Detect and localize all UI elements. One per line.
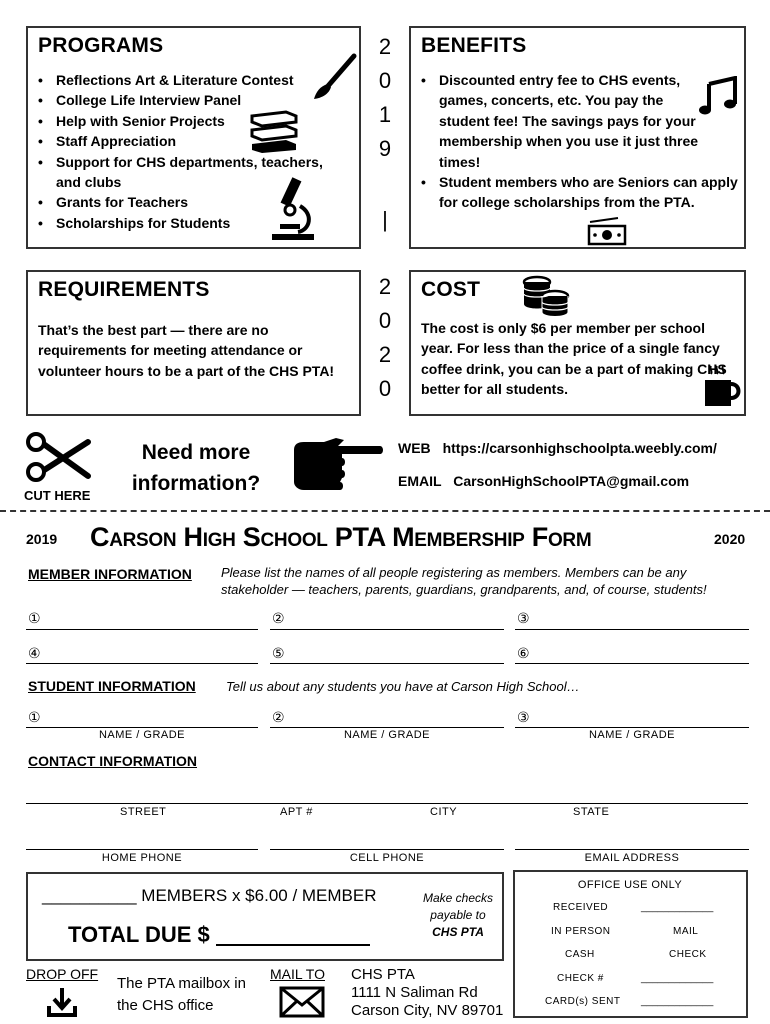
year-divider: |: [382, 207, 388, 232]
scissors-icon: [26, 432, 92, 484]
member-info-label: MEMBER INFORMATION: [28, 566, 192, 582]
programs-box: [26, 26, 361, 249]
year-digit: 2: [378, 342, 392, 367]
total-due-label: TOTAL DUE $: [68, 922, 210, 947]
home-phone-label: HOME PHONE: [101, 852, 183, 864]
check-number-label: CHECK #: [557, 973, 604, 984]
download-tray-icon: [46, 986, 78, 1018]
coins-icon: [519, 274, 573, 320]
student-field[interactable]: [26, 727, 258, 728]
year-digit: 9: [378, 136, 392, 161]
year-digit: 2: [378, 274, 392, 299]
year-digit: 2: [378, 34, 392, 59]
mail-label[interactable]: MAIL: [673, 926, 699, 937]
books-icon: [248, 106, 300, 154]
benefits-list: [421, 70, 739, 213]
list-item: • Help with Senior Projects: [38, 111, 348, 131]
member-number: ①: [28, 610, 41, 626]
members-text: MEMBERS x $6.00 / MEMBER: [141, 886, 377, 905]
money-icon: [586, 216, 628, 246]
email-field[interactable]: [515, 849, 749, 850]
total-due-field[interactable]: [216, 944, 370, 946]
form-year-right: 2020: [714, 531, 746, 547]
requirements-box: [26, 270, 361, 416]
received-label: RECEIVED: [553, 902, 609, 913]
cards-sent-blank[interactable]: _____________: [641, 996, 714, 1007]
year-digit: 0: [378, 68, 392, 93]
members-count-field[interactable]: [42, 886, 377, 906]
cost-box: [409, 270, 746, 416]
member-name-field[interactable]: [26, 663, 258, 664]
member-number: ②: [272, 610, 285, 626]
in-person-label[interactable]: IN PERSON: [551, 926, 611, 937]
check-label[interactable]: CHECK: [669, 949, 707, 960]
list-item: • Scholarships for Students: [38, 213, 348, 233]
benefits-title: BENEFITS: [421, 34, 527, 57]
cell-phone-field[interactable]: [270, 849, 504, 850]
cash-label[interactable]: CASH: [565, 949, 595, 960]
microscope-icon: [268, 176, 318, 242]
mail-to-line3: Carson City, NV 89701: [351, 1002, 504, 1019]
email-label: EMAIL: [398, 473, 442, 489]
paintbrush-icon: [310, 52, 358, 102]
check-number-blank[interactable]: _____________: [641, 973, 714, 984]
list-item: • College Life Interview Panel: [38, 90, 348, 110]
cost-title: COST: [421, 278, 481, 301]
web-link[interactable]: https://carsonhighschoolpta.weebly.com/: [442, 440, 717, 456]
requirements-title: REQUIREMENTS: [38, 278, 210, 301]
mail-to-label: MAIL TO: [270, 966, 325, 982]
checks-note-text: Make checks payable to: [422, 891, 494, 922]
cards-sent-label: CARD(s) SENT: [545, 996, 621, 1007]
apt-label: APT #: [280, 806, 313, 818]
state-label: STATE: [573, 806, 610, 818]
member-name-field[interactable]: [270, 663, 504, 664]
student-field[interactable]: [270, 727, 504, 728]
list-item: • Support for CHS departments, teachers, and clubs: [38, 152, 348, 193]
home-phone-field[interactable]: [26, 849, 258, 850]
student-number: ①: [28, 709, 41, 725]
drop-off-text: The PTA mailbox in the CHS office: [117, 975, 246, 1014]
music-note-icon: [699, 76, 739, 116]
member-name-field[interactable]: [26, 629, 258, 630]
need-more-info: Need more information?: [131, 441, 261, 495]
requirements-text: That’s the best part — there are no requirements for meeting attendance or volunteer hours to be a part of the CHS PTA!: [38, 322, 335, 379]
street-label: STREET: [120, 806, 167, 818]
list-item: • Staff Appreciation: [38, 131, 348, 151]
list-item: • Reflections Art & Literature Contest: [38, 70, 348, 90]
mail-to-line1: CHS PTA: [351, 966, 415, 983]
year-digit: 1: [378, 102, 392, 127]
contact-info-label: CONTACT INFORMATION: [28, 753, 198, 769]
list-item: • Student members who are Seniors can apply for college scholarships from the PTA.: [421, 172, 739, 213]
student-field-label: NAME / GRADE: [343, 729, 431, 741]
office-use-box: [513, 870, 748, 1018]
member-name-field[interactable]: [270, 629, 504, 630]
cut-here-label: CUT HERE: [24, 488, 91, 503]
student-field[interactable]: [515, 727, 749, 728]
pointing-hand-icon: [290, 436, 386, 496]
member-number: ③: [517, 610, 530, 626]
city-label: CITY: [430, 806, 458, 818]
checks-payee: CHS PTA: [432, 925, 484, 939]
mail-to-address: [351, 966, 503, 1020]
cell-phone-label: CELL PHONE: [349, 852, 425, 864]
members-blank: __________: [42, 886, 137, 905]
address-field[interactable]: [26, 803, 748, 804]
student-number: ②: [272, 709, 285, 725]
member-number: ⑤: [272, 645, 285, 661]
coffee-icon: [703, 364, 741, 408]
year-digit: 0: [378, 376, 392, 401]
envelope-icon: [279, 986, 325, 1018]
programs-title: PROGRAMS: [38, 34, 164, 57]
cost-text: The cost is only $6 per member per school year. For less than the price of a single fancy coffee drink, you can be a part of making CHS better for all students.: [421, 320, 727, 398]
student-field-label: NAME / GRADE: [588, 729, 676, 741]
payment-box: [26, 872, 504, 961]
drop-off-label: DROP OFF: [26, 966, 99, 982]
mail-to-line2: 1111 N Saliman Rd: [351, 984, 478, 1001]
web-row: [398, 440, 717, 456]
member-info-note: Please list the names of all people registering as members. Members can be any stakeholder — teachers, parents, guardians, grandparents, and, of course, students!: [221, 565, 707, 597]
web-label: WEB: [398, 440, 431, 456]
year-column-top: [370, 30, 400, 166]
member-name-field[interactable]: [515, 629, 749, 630]
list-item: • Grants for Teachers: [38, 192, 348, 212]
benefits-box: [409, 26, 746, 249]
email-row: [398, 473, 689, 489]
student-info-note: Tell us about any students you have at Carson High School…: [226, 679, 580, 694]
checks-note: [414, 890, 502, 941]
form-year-left: 2019: [26, 531, 58, 547]
benefit-text: • Discounted entry fee to CHS events, games, concerts, etc. You pay the student fee! The savings pays for your membership when you use it just three times!: [439, 72, 699, 170]
member-number: ④: [28, 645, 41, 661]
student-info-label: STUDENT INFORMATION: [28, 678, 196, 694]
office-use-title: OFFICE USE ONLY: [577, 879, 683, 891]
student-field-label: NAME / GRADE: [98, 729, 186, 741]
student-number: ③: [517, 709, 530, 725]
member-number: ⑥: [517, 645, 530, 661]
member-name-field[interactable]: [515, 663, 749, 664]
received-blank[interactable]: _____________: [641, 902, 714, 913]
email-address-label: EMAIL ADDRESS: [584, 852, 680, 864]
email-link[interactable]: CarsonHighSchoolPTA@gmail.com: [453, 473, 690, 489]
year-digit: 0: [378, 308, 392, 333]
cut-line: [0, 510, 770, 512]
list-item: [421, 70, 739, 172]
form-title: Carson High School PTA Membership Form: [90, 522, 592, 552]
year-column-bottom: [370, 270, 400, 406]
